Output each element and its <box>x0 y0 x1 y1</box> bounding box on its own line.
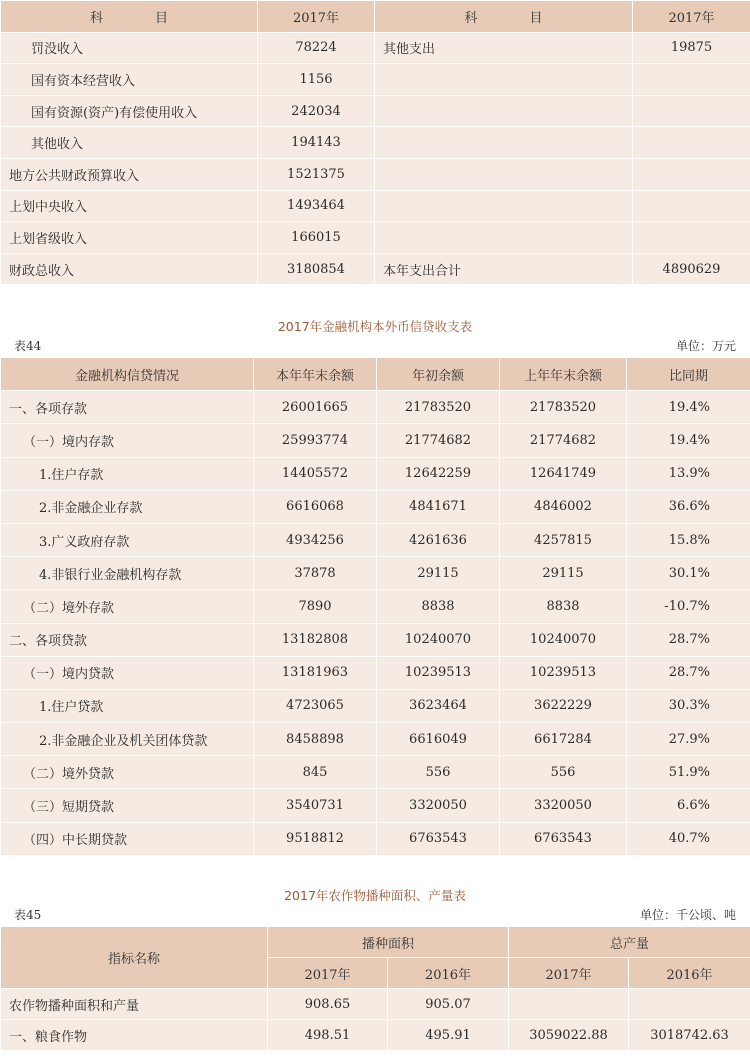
header-year: 2017年 <box>509 958 629 989</box>
cell-value <box>633 190 750 222</box>
cell-value: 3622229 <box>500 689 627 722</box>
cell-value: 3320050 <box>377 789 500 822</box>
cell-value: 556 <box>500 756 627 789</box>
row-label: 3.广义政府存款 <box>1 523 254 556</box>
cell-value: 6616068 <box>254 490 377 523</box>
credit-row <box>1 590 750 623</box>
cell-value: 7890 <box>254 590 377 623</box>
credit-row <box>1 490 750 523</box>
row-label: （一）境内贷款 <box>1 656 254 689</box>
row-label: 国有资源(资产)有偿使用收入 <box>1 95 258 127</box>
cell-value: 8838 <box>377 590 500 623</box>
cell-value: 3180854 <box>258 253 375 285</box>
fiscal-row <box>1 64 750 96</box>
table-number: 表45 <box>14 908 42 922</box>
cell-value: 13182808 <box>254 623 377 656</box>
table-unit: 单位：千公顷、吨 <box>639 908 736 922</box>
crop-row <box>1 1020 750 1051</box>
cell-value: 8458898 <box>254 723 377 756</box>
row-label: （一）境内存款 <box>1 424 254 457</box>
table-title: 2017年金融机构本外币信贷收支表 <box>277 319 473 334</box>
cell-value: 4890629 <box>633 253 750 285</box>
cell-value: 905.07 <box>388 989 509 1020</box>
cell-value: 6763543 <box>500 822 627 855</box>
fiscal-row <box>1 222 750 254</box>
cell-value: 51.9% <box>627 756 750 789</box>
cell-value: 3059022.88 <box>509 1020 629 1051</box>
cell-value: 26001665 <box>254 391 377 424</box>
header-prev-year-end: 上年年末余额 <box>500 358 627 391</box>
cell-value: 37878 <box>254 557 377 590</box>
cell-value: 12642259 <box>377 457 500 490</box>
cell-value <box>375 222 633 254</box>
fiscal-row <box>1 158 750 190</box>
credit-table-header <box>1 358 750 391</box>
row-label: 2.非金融企业及机关团体贷款 <box>1 723 254 756</box>
cell-value: 166015 <box>258 222 375 254</box>
cell-value: -10.7% <box>627 590 750 623</box>
fiscal-row <box>1 95 750 127</box>
row-label: 上划省级收入 <box>1 222 258 254</box>
cell-value: 1156 <box>258 64 375 96</box>
credit-row <box>1 756 750 789</box>
header-subject: 科 目 <box>1 1 258 33</box>
cell-value <box>375 127 633 159</box>
cell-value: 19.4% <box>627 391 750 424</box>
cell-value: 15.8% <box>627 523 750 556</box>
row-label: （三）短期贷款 <box>1 789 254 822</box>
cell-value: 6763543 <box>377 822 500 855</box>
cell-value: 40.7% <box>627 822 750 855</box>
fiscal-table <box>0 0 750 285</box>
cell-value: 1521375 <box>258 158 375 190</box>
row-label: 地方公共财政预算收入 <box>1 158 258 190</box>
cell-value: 556 <box>377 756 500 789</box>
cell-value: 845 <box>254 756 377 789</box>
cell-value: 4257815 <box>500 523 627 556</box>
cell-value: 3018742.63 <box>629 1020 750 1051</box>
cell-value: 28.7% <box>627 656 750 689</box>
cell-value <box>509 989 629 1020</box>
row-label: 国有资本经营收入 <box>1 64 258 96</box>
cell-value: 13.9% <box>627 457 750 490</box>
cell-value: 194143 <box>258 127 375 159</box>
cell-value: 13181963 <box>254 656 377 689</box>
table-number: 表44 <box>14 339 42 353</box>
header-subject: 科 目 <box>375 1 633 33</box>
cell-value <box>633 95 750 127</box>
cell-value: 30.3% <box>627 689 750 722</box>
cell-value <box>633 158 750 190</box>
credit-row <box>1 789 750 822</box>
cell-value: 1493464 <box>258 190 375 222</box>
cell-value: 21783520 <box>500 391 627 424</box>
header-indicator: 指标名称 <box>1 927 268 989</box>
cell-value <box>375 95 633 127</box>
cell-value: 19875 <box>633 32 750 64</box>
cell-value: 14405572 <box>254 457 377 490</box>
fiscal-row <box>1 127 750 159</box>
cell-value: 30.1% <box>627 557 750 590</box>
cell-value: 25993774 <box>254 424 377 457</box>
row-label: 2.非金融企业存款 <box>1 490 254 523</box>
credit-row <box>1 723 750 756</box>
table-title: 2017年农作物播种面积、产量表 <box>284 888 466 903</box>
cell-value: 21783520 <box>377 391 500 424</box>
cell-value <box>629 989 750 1020</box>
cell-value: 36.6% <box>627 490 750 523</box>
header-total-output: 总产量 <box>509 927 750 958</box>
cell-value: 498.51 <box>268 1020 388 1051</box>
cell-value <box>633 127 750 159</box>
cell-value: 4723065 <box>254 689 377 722</box>
header-year: 2017年 <box>268 958 388 989</box>
cell-value: 4846002 <box>500 490 627 523</box>
row-label: 4.非银行业金融机构存款 <box>1 557 254 590</box>
credit-table <box>0 357 750 856</box>
row-label: 一、粮食作物 <box>1 1020 268 1051</box>
header-year: 2016年 <box>629 958 750 989</box>
row-label: 上划中央收入 <box>1 190 258 222</box>
cell-value: 10240070 <box>500 623 627 656</box>
crop-row <box>1 989 750 1020</box>
cell-value: 9518812 <box>254 822 377 855</box>
crop-table <box>0 926 750 1051</box>
cell-value <box>375 64 633 96</box>
credit-row <box>1 457 750 490</box>
cell-value: 12641749 <box>500 457 627 490</box>
row-label: （二）境外贷款 <box>1 756 254 789</box>
cell-value: 6.6% <box>627 789 750 822</box>
cell-value: 6616049 <box>377 723 500 756</box>
header-year-start: 年初余额 <box>377 358 500 391</box>
credit-row <box>1 689 750 722</box>
cell-value: 3540731 <box>254 789 377 822</box>
cell-value: 28.7% <box>627 623 750 656</box>
cell-value: 27.9% <box>627 723 750 756</box>
cell-value <box>375 158 633 190</box>
crop-table-header <box>1 927 750 958</box>
cell-value: 4934256 <box>254 523 377 556</box>
cell-value: 29115 <box>377 557 500 590</box>
header-year: 2016年 <box>388 958 509 989</box>
credit-row <box>1 656 750 689</box>
row-label: 1.住户存款 <box>1 457 254 490</box>
cell-value: 21774682 <box>377 424 500 457</box>
credit-row <box>1 391 750 424</box>
fiscal-row <box>1 190 750 222</box>
cell-value <box>633 64 750 96</box>
credit-row <box>1 557 750 590</box>
cell-value: 本年支出合计 <box>375 253 633 285</box>
row-label: 二、各项贷款 <box>1 623 254 656</box>
cell-value: 78224 <box>258 32 375 64</box>
row-label: 1.住户贷款 <box>1 689 254 722</box>
row-label: 罚没收入 <box>1 32 258 64</box>
row-label: （四）中长期贷款 <box>1 822 254 855</box>
cell-value: 10239513 <box>500 656 627 689</box>
cell-value: 其他支出 <box>375 32 633 64</box>
cell-value: 3320050 <box>500 789 627 822</box>
credit-row <box>1 523 750 556</box>
cell-value: 3623464 <box>377 689 500 722</box>
cell-value <box>633 222 750 254</box>
cell-value: 10240070 <box>377 623 500 656</box>
header-year: 2017年 <box>633 1 750 33</box>
header-item: 金融机构信贷情况 <box>1 358 254 391</box>
credit-row <box>1 424 750 457</box>
table-unit: 单位：万元 <box>675 339 736 353</box>
cell-value <box>375 190 633 222</box>
cell-value: 908.65 <box>268 989 388 1020</box>
header-year: 2017年 <box>258 1 375 33</box>
row-label: （二）境外存款 <box>1 590 254 623</box>
fiscal-table-header <box>1 1 750 33</box>
cell-value: 4261636 <box>377 523 500 556</box>
cell-value: 21774682 <box>500 424 627 457</box>
row-label: 农作物播种面积和产量 <box>1 989 268 1020</box>
cell-value: 29115 <box>500 557 627 590</box>
cell-value: 4841671 <box>377 490 500 523</box>
row-label: 财政总收入 <box>1 253 258 285</box>
cell-value: 10239513 <box>377 656 500 689</box>
cell-value: 19.4% <box>627 424 750 457</box>
cell-value: 6617284 <box>500 723 627 756</box>
cell-value: 8838 <box>500 590 627 623</box>
row-label: 一、各项存款 <box>1 391 254 424</box>
header-yoy: 比同期 <box>627 358 750 391</box>
cell-value: 242034 <box>258 95 375 127</box>
row-label: 其他收入 <box>1 127 258 159</box>
credit-row <box>1 623 750 656</box>
fiscal-row <box>1 253 750 285</box>
cell-value: 495.91 <box>388 1020 509 1051</box>
header-year-end: 本年年末余额 <box>254 358 377 391</box>
header-sown-area: 播种面积 <box>268 927 509 958</box>
credit-row <box>1 822 750 855</box>
fiscal-row <box>1 32 750 64</box>
